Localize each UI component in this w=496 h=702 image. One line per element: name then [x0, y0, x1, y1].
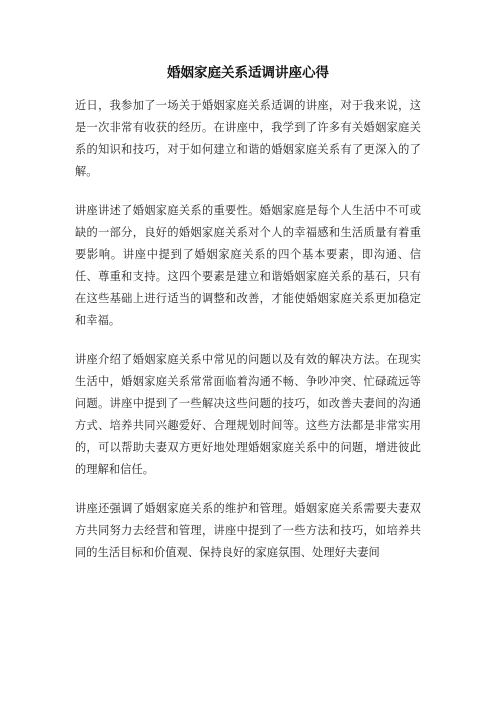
paragraph-3: 讲座介绍了婚姻家庭关系中常见的问题以及有效的解决方法。在现实生活中，婚姻家庭关系常常面临着沟通不畅、争吵冲突、忙碌疏远等问题。讲座中提到了一些解决这些问题的技巧，如改善夫妻间的沟通方式、培养共同兴趣爱好、合理规划时间等。这些方法都是非常实用的，可以帮助夫妻双方更好地处理婚姻家庭关系中的问题，增进彼此的理解和信任。	[75, 353, 421, 476]
paragraph-4: 讲座还强调了婚姻家庭关系的维护和管理。婚姻家庭关系需要夫妻双方共同努力去经营和管理，讲座中提到了一些方法和技巧，如培养共同的生活目标和价值观、保持良好的家庭氛围、处理好夫妻间	[75, 502, 421, 559]
document-title: 婚姻家庭关系适调讲座心得	[167, 65, 329, 81]
paragraph-1: 近日，我参加了一场关于婚姻家庭关系适调的讲座，对于我来说，这是一次非常有收获的经历。在讲座中，我学到了许多有关婚姻家庭关系的知识和技巧，对于如何建立和谐的婚姻家庭关系有了更深入的了解。	[75, 99, 421, 178]
paragraph-2: 讲座讲述了婚姻家庭关系的重要性。婚姻家庭是每个人生活中不可或缺的一部分，良好的婚姻家庭关系对个人的幸福感和生活质量有着重要影响。讲座中提到了婚姻家庭关系的四个基本要素，即沟通、信任、尊重和支持。这四个要素是建立和谐婚姻家庭关系的基石，只有在这些基础上进行适当的调整和改善，才能使婚姻家庭关系更加稳定和幸福。	[75, 204, 421, 327]
